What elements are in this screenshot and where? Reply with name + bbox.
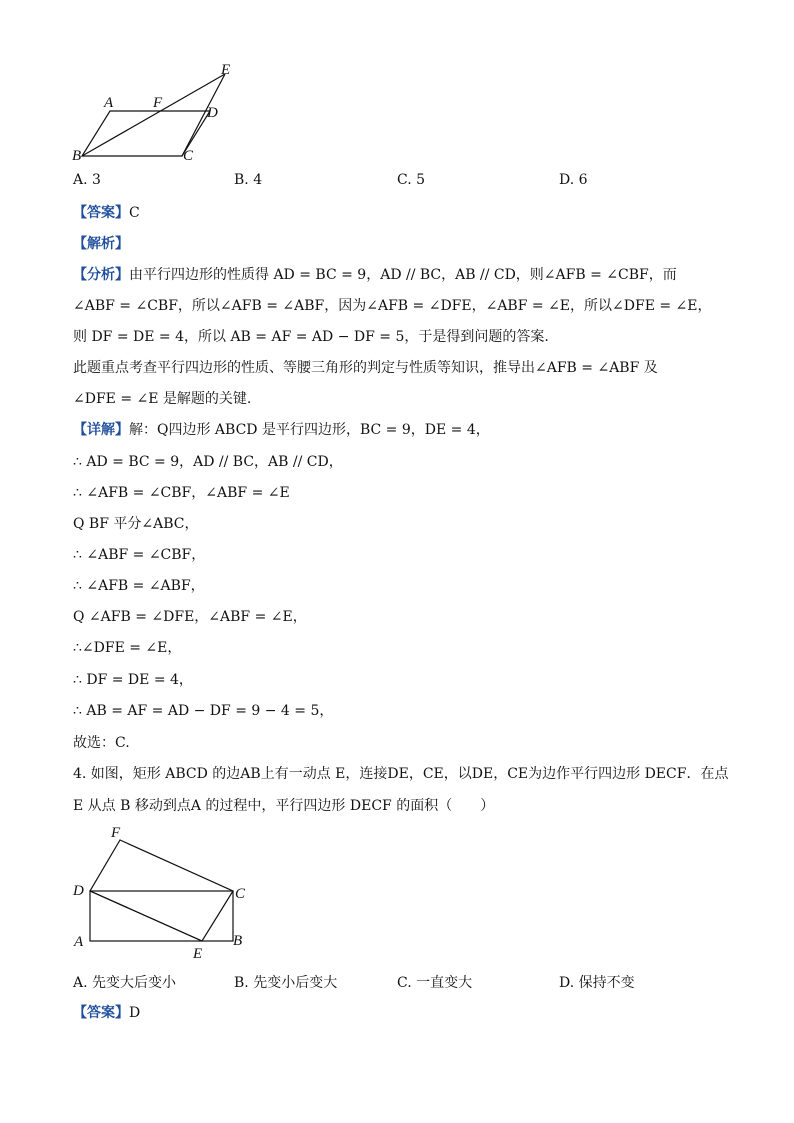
rectangle-shape [90,891,233,941]
label-e: E [193,946,203,962]
label-a: A [104,95,114,111]
q3-detail-line: 【详解】解：Q四边形 ABCD 是平行四边形，BC = 9，DE = 4， [73,422,490,438]
section-tag: 【答案】 [73,205,129,221]
label-d: D [73,883,84,899]
label-e: E [221,62,231,78]
section-tag: 【答案】 [73,1005,129,1021]
q3-detail-line: ∴ AB = AF = AD − DF = 9 − 4 = 5， [73,703,334,719]
q4-option-a: A. 先变大后变小 [73,975,177,991]
q3-detail-line: 故选：C. [73,735,130,751]
label-a: A [74,934,84,950]
q3-analysis-title [73,234,129,254]
q4-answer: 【答案】D [73,1005,141,1021]
q3-detail-line: ∴ AD = BC = 9，AD // BC，AB // CD， [73,454,343,470]
label-f: F [153,95,163,111]
q3-analysis-line: ∠ABF = ∠CBF，所以∠AFB = ∠ABF，因为∠AFB = ∠DFE，∠ABF = ∠E，所以∠DFE = ∠E， [73,298,712,314]
section-tag: 【分析】 [73,267,129,283]
q4-option-b: B. 先变小后变大 [234,975,338,991]
q3-detail-line: ∴ DF = DE = 4， [73,672,193,688]
line-d-e [90,891,202,941]
q3-detail-line: Q BF 平分∠ABC， [73,516,199,532]
q3-detail-line: ∴∠DFE = ∠E， [73,640,182,656]
figure-parallelogram-abcd [60,55,250,170]
q3-analysis-line: 此题重点考查平行四边形的性质、等腰三角形的判定与性质等知识，推导出∠AFB = ∠ABF 及 [73,360,658,376]
q4-option-c: C. 一直变大 [397,975,473,991]
label-b: B [72,148,82,164]
q3-analysis-line: ∠DFE = ∠E 是解题的关键. [73,391,252,407]
q3-option-b: B. 4 [234,172,263,188]
label-c: C [235,886,246,902]
q3-detail-line: ∴ ∠ABF = ∠CBF， [73,547,206,563]
label-f: F [111,825,121,841]
label-d: D [207,105,218,121]
q3-option-c: C. 5 [397,172,426,188]
q3-detail-line: Q ∠AFB = ∠DFE，∠ABF = ∠E， [73,609,307,625]
figure-rectangle-abcd [65,820,265,965]
q3-option-a: A. 3 [73,172,101,188]
label-c: C [183,148,194,164]
q3-analysis-line: 【分析】由平行四边形的性质得 AD = BC = 9，AD // BC，AB // CD，则∠AFB = ∠CBF，而 [73,267,677,283]
section-tag: 【详解】 [73,422,129,438]
q3-analysis-line: 则 DF = DE = 4，所以 AB = AF = AD − DF = 5，于是得到问题的答案. [73,329,549,345]
q3-option-d: D. 6 [559,172,588,188]
section-tag: 【解析】 [73,236,129,252]
q4-question-line: E 从点 B 移动到点A 的过程中，平行四边形 DECF 的面积（ ） [73,798,495,814]
q3-detail-line: ∴ ∠AFB = ∠ABF， [73,578,205,594]
label-b: B [233,933,243,949]
q4-question-line: 4. 如图，矩形 ABCD 的边AB上有一动点 E，连接DE，CE，以DE，CE为边作平行四边形 DECF．在点 [73,766,729,782]
q3-answer: 【答案】C [73,205,140,221]
q4-option-d: D. 保持不变 [559,975,635,991]
q3-detail-line: ∴ ∠AFB = ∠CBF，∠ABF = ∠E [73,485,290,501]
